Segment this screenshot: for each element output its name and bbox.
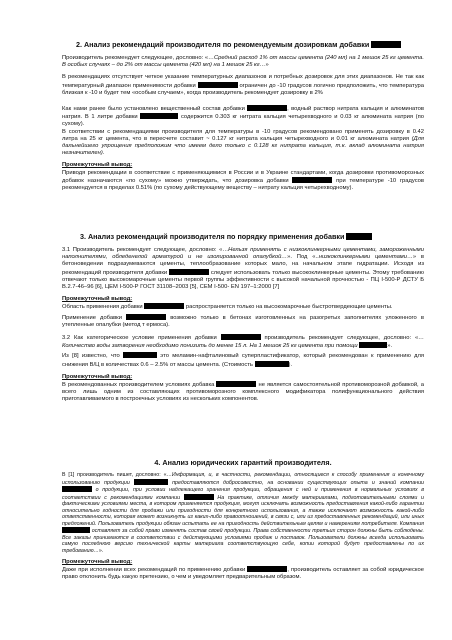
section-3-paragraph-1: 3.1 Производитель рекомендует следующее, дословно: «…Нельзя применять с низкоклинкерными цементами, замороженными наполнителями, обледенелой арматурой и не изолированной опалубкой…». Под «..низкоклинкерными цементами…» в бетоноведении подразумеваются цементы, теплообразование которых мало, на начальном этапе гидратации. Исходя из рекомендаций производителя добавки следует использовать только высококлинкерные цементы. Этому требованию отвечают только высокомарочные цементы первой группы эффективности с высокой начальной прочностью - ПЦ I-500-Р ДСТУ Б В.2.7-46–96 [6], ЦЕМ I-500-Р ГОСТ 31108–2003 [5], CEM I-500- EN 197–1:2000 [7] [62,247,424,291]
section-2-conclusion: Приводя рекомендации в соответствие с применяющимися в России и в Украине стандартами, когда дозировки противоморозных добавок назначаются «по сухому» можно утверждать, что дозировка добавки при температуре -10 градусов рекомендуется в пределах 0.51% (по сухому действующему веществу – нитрату кальция четырехводному). [62,169,424,192]
redaction-bar [359,342,387,348]
redaction-bar [123,352,157,358]
redaction-bar [292,177,332,183]
redaction-bar [346,233,372,240]
section-2-paragraph-1: Производитель рекомендует следующее, дословно: «…Средний расход 1% от массы цемента (240 мл) на 1 мешок 25 кг цемента. В особых случаях – до 2% от массы цемента (420 мл) на 1 мешок 25 кг…» [62,55,424,69]
section-2-heading: 2. Анализ рекомендаций производителя по рекомендуемым дозировкам добавки [76,40,370,49]
section-2-paragraph-3: Как нами ранее было установлено вещественный состав добавки , водный раствор нитрата кальция и алюминатов натрия. В 1 литре добавки содержится 0.303 кг нитрата кальция четырехводного и 0.03 кг алюмината натрия (по сухому). В соответствии с рекомендациями производителя для температуры в -10 градусов рекомендовано применять дозировку в 0.42 литра на 25 кг цемента, что в пересчете составит ~ 0.127 кг нитрата кальция четырехводного и 0.01 кг алюмината натрия (Для дальнейшего упрощения предположим что имеем дело только с 0.128 кг нитрата кальция, т.к. вклад алюмината натрия незначителен). [62,106,424,157]
section-2-conclusion-label: Промежуточный вывод: [62,162,133,169]
redaction-bar [247,105,287,111]
redaction-bar [371,41,401,48]
section-2-paragraph-2: В рекомендациях отсутствует четкое указание температурных диапазонов и потребных дозировок для этих диапазонов. Не так как температурный диапазон применимости добавки ограничен до -10 градусов логично предположить, что температура близкая к -10 и будет тем «особым случаем», когда производитель рекомендует дозировку в 2% [62,74,424,96]
redaction-bar [216,381,256,387]
redaction-bar [140,113,178,119]
section-4-paragraph-1: В [1] производитель пишет, дословно: «…Информация, и, в частности, рекомендации, относящиеся к способу применения и конечному использованию продукции предоставляются добросовестно, на основании существующих опыта и знаний компании о продукции, при условии надлежащего хранения продукции, обращения с ней и применения в нормальных условиях в соответствии с рекомендациями компании На практике, отличия между материалами, подготовительными слоями и фактическими условиями места, в котором применяется продукция, могут исключать возможность предоставления какой-либо гарантии относительно годности для продажи или пригодности для конкретного использования, а также исключают возможность какой-либо ответственности, которая может возникнуть из каких-либо правоотношений, в связи с, или из предоставленных рекомендаций, или иных предложений. Пользователь продукции обязан испытать ее на пригодность действительным целям и намерениям потребителя. Компания оставляет за собой право изменять состав своей продукции. Права собственности третьих сторон должны быть соблюдены. Все заказы принимаются в соответствии с действующими условиями продаж и поставок. Пользователи должны всегда использовать самую последнюю версию технической карты материала соответствующую себе, копии которой будут предоставлены по их требованию…». [62,472,424,554]
redaction-bar [169,269,209,275]
section-4 [62,458,424,587]
redaction-bar [184,494,214,500]
redaction-bar [134,479,168,485]
redaction-bar [62,486,92,492]
redaction-bar [126,314,166,320]
section-3-paragraph-2: 3.2 Как категорическое условие применения добавки производитель рекомендует следующее, дословно: «…Количество воды затворения необходимо понизить до менее 15 л. На 1 мешок 25 кг цемента при помощи ». [62,335,424,350]
section-3-conclusion-1a: Область применения добавки распространяется только на высокомарочные быстротвердеющие цементы. [62,304,393,311]
redaction-bar [221,334,261,340]
redaction-bar [62,527,90,533]
redaction-bar [198,82,238,88]
section-2 [62,40,424,197]
redaction-bar [144,303,184,309]
section-3 [62,232,424,409]
section-3-conclusion-2-label: Промежуточный вывод: [62,373,133,380]
section-4-heading: 4. Анализ юридических гарантий производителя. [154,458,332,467]
section-3-conclusion-1-label: Промежуточный вывод: [62,296,133,303]
redaction-bar [247,566,287,572]
section-4-conclusion-label: Промежуточный вывод: [62,559,133,565]
section-4-conclusion: Даже при исполнении всех рекомендаций по применению добавки , производитель оставляет за собой юридическое право отклонить будь какую претензию, о чем и уведомляет предварительным образом. [62,567,424,581]
section-3-conclusion-1b: Применение добавки возможно только в бетонах изготовленных на разогретых заполнителях уложенного в утепленные опалубки (метод т ермоса). [62,314,424,328]
section-3-conclusion-2: В рекомендованных производителем условиях добавка не является самостоятельной противоморозной добавкой, а всего лишь одним из составляющих противоморозного комплексного модификатора полифункционального действия приготавливаемого в построечных условиях из нескольких компонентов. [62,382,424,403]
section-3-paragraph-3: Из [8] известно, что это меламин-нафталиновый суперпластификатор, который рекомендован к применению для снижения В/Ц в количествах 0.6 – 2.5% от массы цемента. (Стоимость ). [62,353,424,368]
section-3-heading: 3. Анализ рекомендаций производителя по порядку применения добавки [80,232,345,241]
redaction-bar [255,361,289,367]
